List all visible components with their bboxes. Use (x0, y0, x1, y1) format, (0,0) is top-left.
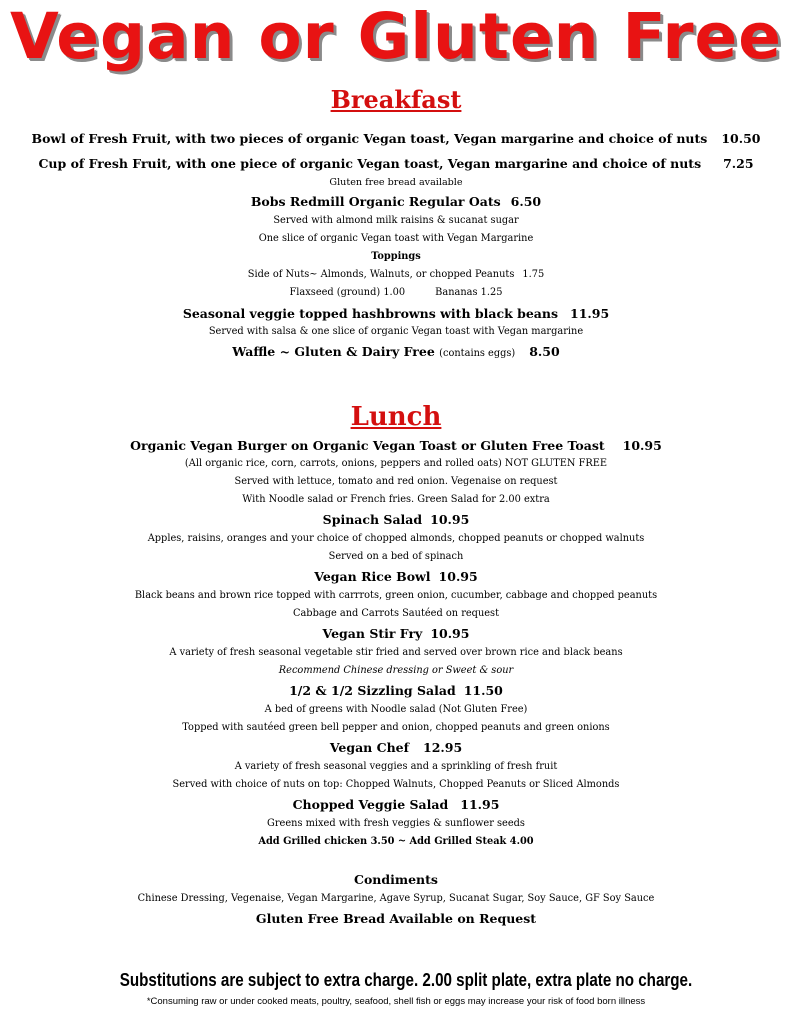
item-price: 10.95 (622, 438, 662, 453)
item-description: Recommend Chinese dressing or Sweet & sour (278, 665, 514, 676)
item-description: One slice of organic Vegan toast with Vegan Margarine (258, 233, 534, 244)
gf-bread-note: Gluten free bread available (329, 177, 463, 188)
food-safety-disclaimer: *Consuming raw or under cooked meats, poultry, seafood, shell fish or eggs may increase your risk of food born illness (146, 996, 646, 1007)
condiments-heading: Condiments (354, 872, 438, 887)
item-name: Organic Vegan Burger on Organic Vegan Toast or Gluten Free Toast (130, 438, 605, 453)
condiments-list: Chinese Dressing, Vegenaise, Vegan Margarine, Agave Syrup, Sucanat Sugar, Soy Sauce, GF Soy Sauce (137, 893, 655, 904)
item-name: Seasonal veggie topped hashbrowns with black beans (182, 306, 559, 321)
item-note: (contains eggs) (439, 348, 516, 359)
item-price: 6.50 (510, 194, 542, 209)
topping-nuts (0, 269, 792, 280)
breakfast-heading: Breakfast (330, 85, 462, 114)
item-price: 7.25 (723, 156, 754, 171)
item-description: Served with lettuce, tomato and red onion. Vegenaise on request (234, 476, 558, 487)
item-name: 1/2 & 1/2 Sizzling Salad (289, 683, 456, 698)
item-description: With Noodle salad or French fries. Green Salad for 2.00 extra (242, 494, 550, 505)
item-description: Black beans and brown rice topped with carrrots, green onion, cucumber, cabbage and chopped peanuts (134, 590, 658, 601)
item-description: Topped with sautéed green bell pepper and onion, chopped peanuts and green onions (182, 722, 610, 733)
item-name: Cup of Fresh Fruit, with one piece of organic Vegan toast, Vegan margarine and choice of nuts (38, 156, 702, 171)
item-description: Cabbage and Carrots Sautéed on request (292, 608, 500, 619)
item-price: 10.95 (430, 626, 470, 641)
item-name: Bowl of Fresh Fruit, with two pieces of organic Vegan toast, Vegan margarine and choice of nuts (31, 131, 708, 146)
item-price: 10.95 (438, 569, 478, 584)
item-name: Spinach Salad (322, 512, 423, 527)
item-description: A variety of fresh seasonal veggies and a sprinkling of fresh fruit (234, 761, 558, 772)
item-name: Vegan Stir Fry (322, 626, 423, 641)
item-description: Greens mixed with fresh veggies & sunflower seeds (267, 818, 525, 829)
topping-flax-bananas (0, 287, 792, 298)
item-description: Apples, raisins, oranges and your choice of chopped almonds, chopped peanuts or chopped walnuts (147, 533, 645, 544)
menu-item-spinach-salad (0, 512, 792, 527)
item-name: Vegan Chef (329, 740, 409, 755)
menu-item-vegan-chef (0, 740, 792, 755)
item-description: A variety of fresh seasonal vegetable stir fried and served over brown rice and black beans (169, 647, 623, 658)
item-name: Chopped Veggie Salad (292, 797, 449, 812)
toppings-label: Toppings (371, 251, 421, 262)
lunch-heading: Lunch (350, 402, 442, 432)
menu-item-hashbrowns (0, 306, 792, 321)
menu-item-stir-fry (0, 626, 792, 641)
item-description: A bed of greens with Noodle salad (Not Gluten Free) (264, 704, 528, 715)
item-description: Served with salsa & one slice of organic Vegan toast with Vegan margarine (208, 326, 584, 337)
gf-bread-request-note: Gluten Free Bread Available on Request (255, 911, 537, 926)
menu-item-burger (0, 438, 792, 453)
item-name: Waffle ~ Gluten & Dairy Free (232, 344, 435, 359)
item-description: (All organic rice, corn, carrots, onions, peppers and rolled oats) NOT GLUTEN FREE (184, 458, 608, 469)
topping-name: Bananas (435, 287, 478, 298)
menu-item-fruit-bowl (0, 131, 792, 146)
topping-name: Flaxseed (ground) (289, 287, 381, 298)
add-protein-note: Add Grilled chicken 3.50 ~ Add Grilled Steak 4.00 (258, 836, 534, 847)
topping-price: 1.75 (522, 269, 545, 280)
menu-item-waffle (0, 344, 792, 359)
topping-name: Side of Nuts~ Almonds, Walnuts, or chopped Peanuts (247, 269, 515, 280)
item-name: Bobs Redmill Organic Regular Oats (250, 194, 501, 209)
item-description: Served with choice of nuts on top: Chopped Walnuts, Chopped Peanuts or Sliced Almonds (172, 779, 620, 790)
item-price: 11.95 (570, 306, 610, 321)
item-price: 10.95 (430, 512, 470, 527)
page-title: Vegan or Gluten Free (9, 0, 783, 73)
item-price: 12.95 (423, 740, 463, 755)
item-price: 11.95 (460, 797, 500, 812)
menu-item-chopped-veggie-salad (0, 797, 792, 812)
item-price: 11.50 (463, 683, 503, 698)
item-description: Served on a bed of spinach (328, 551, 464, 562)
menu-item-oats (0, 194, 792, 209)
item-price: 10.50 (721, 131, 761, 146)
item-name: Vegan Rice Bowl (314, 569, 431, 584)
topping-price: 1.00 (383, 287, 406, 298)
menu-item-sizzling-salad (0, 683, 792, 698)
item-description: Served with almond milk raisins & sucanat sugar (273, 215, 519, 226)
topping-price: 1.25 (480, 287, 503, 298)
menu-item-fruit-cup (0, 156, 792, 171)
item-price: 8.50 (529, 344, 560, 359)
menu-item-rice-bowl (0, 569, 792, 584)
substitutions-notice: Substitutions are subject to extra charge. 2.00 split plate, extra plate no charge. (119, 969, 693, 990)
